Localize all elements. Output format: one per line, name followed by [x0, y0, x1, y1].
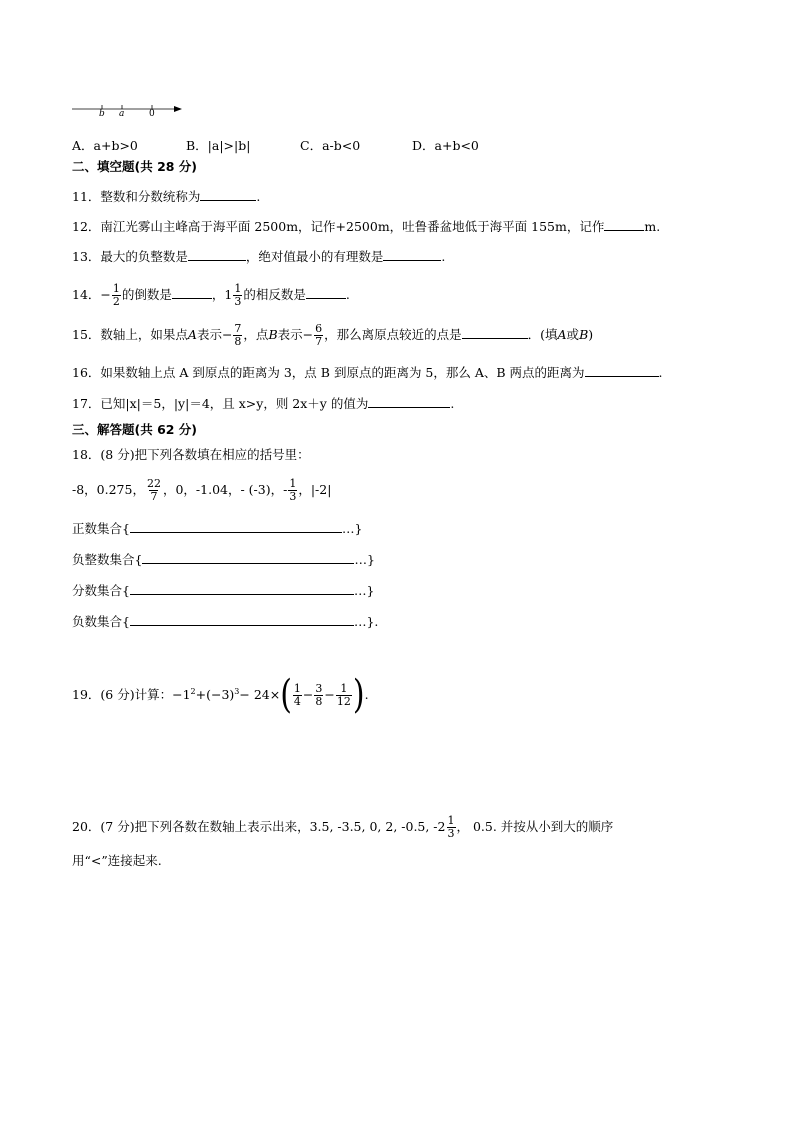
set-negative-integer-end: …} — [354, 552, 375, 567]
number-line-figure — [70, 100, 185, 122]
q16-text: 16．如果数轴上点 A 到原点的距离为 3，点 B 到原点的距离为 5，那么 A、B 两点的距离为 — [72, 365, 585, 380]
q13-end: . — [441, 249, 446, 264]
q15-f1-den: 8 — [234, 335, 242, 348]
q18-nums-c: ，|-2| — [298, 482, 332, 497]
q20-f-den: 3 — [447, 827, 455, 840]
q15-b: 表示− — [196, 327, 233, 342]
q15-choice-b: B — [579, 327, 589, 342]
q18-fraction-2 — [288, 478, 297, 503]
q14-blank-2 — [306, 286, 346, 299]
q17-blank — [368, 395, 450, 408]
q19-f3-den: 12 — [336, 695, 351, 709]
question-11 — [72, 188, 260, 206]
set-positive-label: 正数集合{ — [72, 521, 130, 536]
q19-left-paren: ( — [280, 672, 292, 718]
q17-end: . — [450, 396, 455, 411]
question-15 — [72, 318, 593, 352]
q11-text: 11．整数和分数统称为 — [72, 189, 201, 204]
q15-f: ．(填 — [527, 327, 558, 342]
q19-mid: +(−3) — [195, 687, 235, 703]
q15-f2-num: 6 — [315, 322, 323, 335]
q14-blank-1 — [172, 286, 212, 299]
q19-minus-2: − — [324, 687, 335, 703]
q15-fraction-1 — [233, 323, 242, 348]
q15-close: ) — [588, 327, 594, 342]
option-c: C．a-b<0 — [300, 138, 361, 153]
set-fraction-label: 分数集合{ — [72, 583, 130, 598]
question-19 — [72, 672, 369, 718]
q14-fraction-1 — [112, 283, 121, 308]
q19-minus-1: − — [302, 687, 314, 703]
q18-f2-num: 1 — [289, 477, 297, 490]
q19-title: 19．(6 分)计算： — [72, 687, 173, 703]
question-12 — [72, 218, 660, 236]
question-18-title: 18．(8 分)把下列各数填在相应的括号里： — [72, 447, 310, 462]
set-negative-blank — [130, 613, 354, 626]
q14-c: 的相反数是 — [243, 287, 306, 302]
q14-fraction-2 — [233, 283, 242, 308]
q11-blank — [200, 188, 256, 201]
question-13 — [72, 248, 445, 266]
q18-fraction-1 — [146, 478, 162, 503]
set-fraction-end: …} — [353, 583, 375, 598]
q15-f2-den: 7 — [315, 335, 323, 348]
q14-f1-den: 2 — [112, 295, 120, 308]
q19-fraction-2 — [314, 683, 323, 708]
set-positive-blank — [130, 520, 342, 533]
q15-fraction-2 — [314, 323, 323, 348]
q13-a: 13．最大的负整数是 — [72, 249, 188, 264]
q13-blank-2 — [383, 248, 441, 261]
question-20-line1 — [72, 810, 613, 844]
q14-prefix: 14．− — [72, 287, 111, 302]
q17-text: 17．已知|x|＝5，|y|＝4，且 x>y，则 2x＋y 的值为 — [72, 396, 369, 411]
q11-end: . — [256, 189, 261, 204]
q14-b: ，1 — [211, 287, 233, 302]
q14-a: 的倒数是 — [121, 287, 172, 302]
number-line-label-b: b — [99, 109, 105, 119]
q15-c: ，点 — [243, 327, 269, 342]
option-d: D．a+b<0 — [412, 138, 479, 153]
set-negative-integer-blank — [142, 551, 354, 564]
section-fill-in-title: 二、填空题(共 28 分) — [72, 159, 198, 174]
q12-blank — [604, 218, 644, 231]
q19-f3-num: 1 — [340, 682, 348, 696]
set-negative — [72, 613, 378, 631]
q13-b: ，绝对值最小的有理数是 — [245, 249, 384, 264]
q19-f1-den: 4 — [293, 695, 301, 709]
q20-line1: 20．(7 分)把下列各数在数轴上表示出来，3.5, -3.5, 0, 2, -0.5, -2 — [72, 819, 446, 834]
q15-e: ，那么离原点较近的点是 — [324, 327, 462, 342]
q16-blank — [585, 364, 659, 377]
q14-f2-num: 1 — [234, 282, 242, 295]
q15-f1-num: 7 — [234, 322, 242, 335]
q14-f2-den: 3 — [234, 295, 242, 308]
question-20-line2: 用“<”连接起来. — [72, 853, 162, 868]
q19-exp2: 3 — [234, 687, 240, 696]
q20-fraction — [447, 815, 456, 840]
q15-point-a: A — [187, 327, 197, 342]
q12-end: m. — [644, 219, 661, 234]
q19-right-paren: ) — [352, 672, 365, 718]
set-positive — [72, 520, 362, 538]
q18-f1-num: 22 — [146, 477, 161, 490]
q14-f1-num: 1 — [112, 282, 120, 295]
q15-d: 表示− — [277, 327, 314, 342]
set-negative-integer-label: 负整数集合{ — [72, 552, 143, 567]
q18-nums-b: ，0，-1.04，- (-3)，- — [162, 482, 288, 497]
question-14 — [72, 278, 350, 312]
q18-f1-den: 7 — [150, 490, 158, 503]
q19-mid2: − 24× — [239, 687, 281, 703]
q15-a: 15．数轴上，如果点 — [72, 327, 188, 342]
q16-end: . — [658, 365, 663, 380]
option-a: A．a+b>0 — [72, 138, 138, 153]
q15-point-b: B — [268, 327, 278, 342]
q19-expr: −1 — [172, 687, 191, 703]
q20-line1b: ， 0.5. 并按从小到大的顺序 — [456, 819, 614, 834]
q19-f2-den: 8 — [315, 695, 323, 709]
question-17 — [72, 395, 454, 413]
set-negative-label: 负数集合{ — [72, 614, 130, 629]
q19-end: . — [364, 687, 369, 703]
question-18-numbers — [72, 472, 331, 508]
set-negative-integer — [72, 551, 375, 569]
set-positive-end: …} — [341, 521, 363, 536]
section-solve-title: 三、解答题(共 62 分) — [72, 422, 198, 437]
set-negative-end: …}. — [353, 614, 379, 629]
set-fraction — [72, 582, 374, 600]
question-16 — [72, 364, 663, 382]
q15-choice-a: A — [557, 327, 567, 342]
set-fraction-blank — [130, 582, 354, 595]
q19-exp1: 2 — [190, 687, 196, 696]
q19-fraction-1 — [293, 683, 302, 708]
q19-f2-num: 3 — [315, 682, 323, 696]
number-line-label-0: 0 — [149, 109, 155, 119]
q12-text: 12．南江光雾山主峰高于海平面 2500m，记作+2500m，吐鲁番盆地低于海平面 155m，记作 — [72, 219, 605, 234]
q19-f1-num: 1 — [293, 682, 301, 696]
q14-end: . — [345, 287, 350, 302]
q18-nums-a: -8，0.275， — [72, 482, 145, 497]
q15-or: 或 — [566, 327, 580, 342]
q20-f-num: 1 — [447, 814, 455, 827]
option-b: B．|a|>|b| — [186, 138, 251, 153]
number-line-label-a: a — [119, 109, 125, 119]
q19-fraction-3 — [336, 683, 352, 708]
q18-f2-den: 3 — [289, 490, 297, 503]
q15-blank — [462, 326, 528, 339]
q13-blank-1 — [188, 248, 246, 261]
